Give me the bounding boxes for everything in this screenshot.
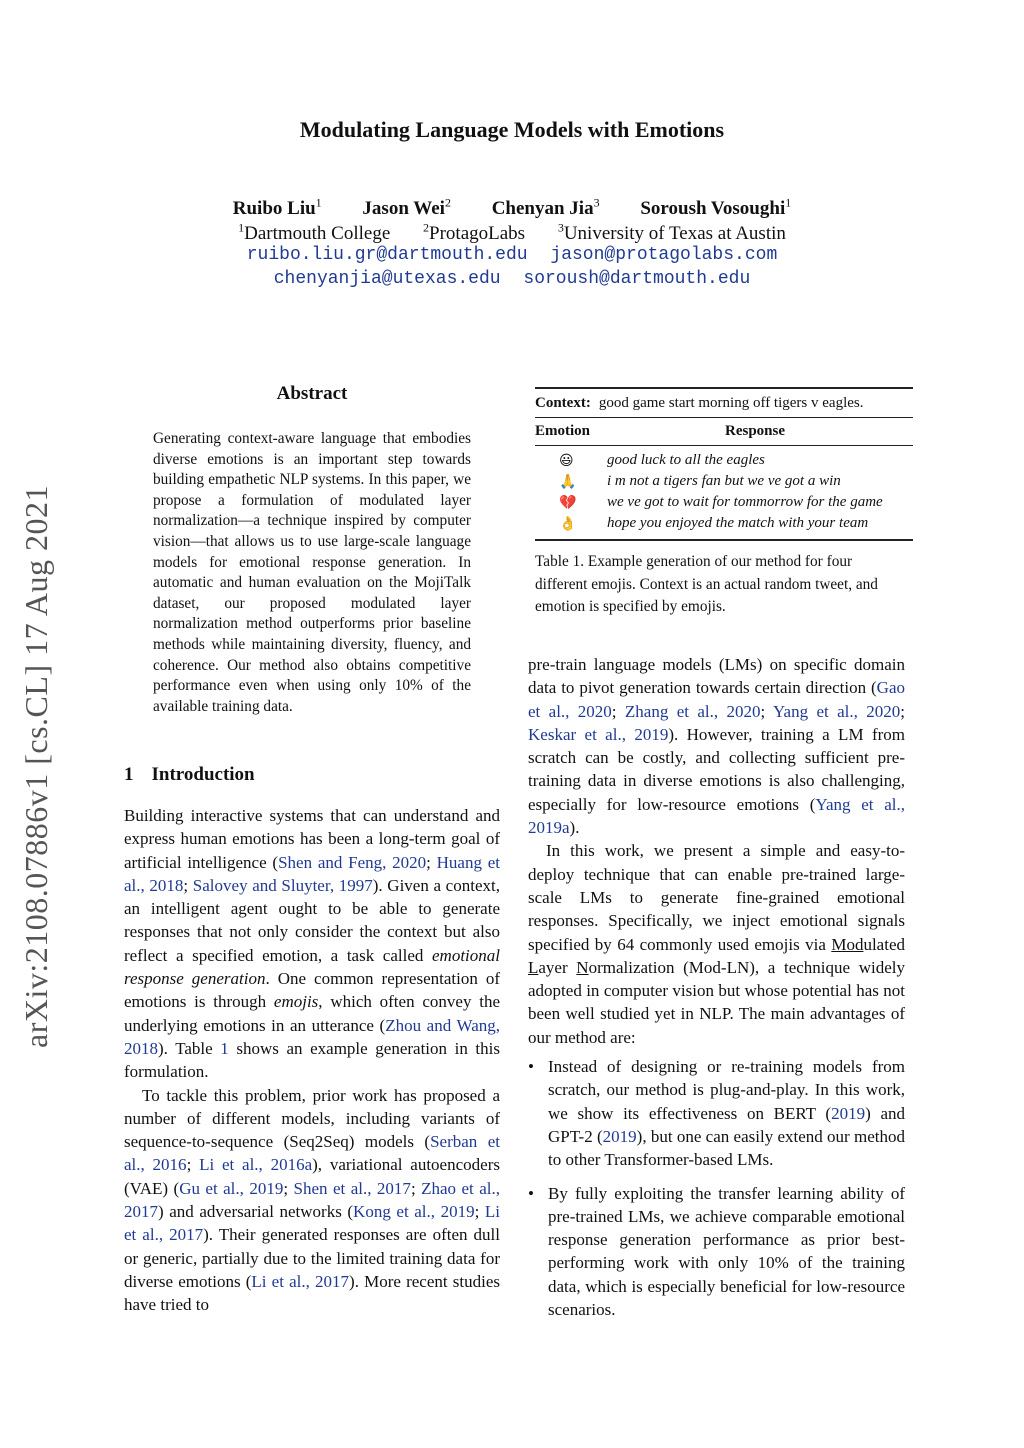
citation-link[interactable]: Kong et al., 2019 xyxy=(353,1202,475,1222)
affiliation: $^2$ProtagoLabs xyxy=(423,221,526,245)
table-row xyxy=(535,515,913,536)
broken-heart-icon: 💔 xyxy=(559,495,577,511)
citation-link[interactable]: Shen et al., 2017 xyxy=(293,1178,411,1198)
table-rule xyxy=(535,387,913,389)
citation-link[interactable]: Zhang et al., 2020 xyxy=(624,701,761,721)
response-text: we ve got to wait for tommorrow for the game xyxy=(607,494,883,510)
paragraph: To tackle this problem, prior work has proposed a number of different models, including variants of sequence-to-sequence (Seq2Seq) models (Serban et al., 2016; Li et al., 2016a), variational autoencoders (VAE) (Gu et al., 2019; Shen et al., 2017; Zhao et al., 2017) and adversarial networks (Kong et al., 2019; Li et al., 2017). Their generated responses are often dull or generic, partially due to the limited training data for diverse emotions (Li et al., 2017). More recent studies have tried to xyxy=(124,1085,500,1315)
table-header-emotion: Emotion xyxy=(535,423,591,439)
paper-title: Modulating Language Models with Emotions xyxy=(299,117,725,142)
response-text: hope you enjoyed the match with your team xyxy=(607,515,869,531)
citation-link[interactable]: Gu et al., 2019 xyxy=(179,1178,284,1198)
paragraph: Building interactive systems that can understand and express human emotions has been a long-term goal of artificial intelligence (Shen and Feng, 2020; Huang et al., 2018; Salovey and Sluyter, 1997). Given a context, an intelligent agent ought to be able to generate responses that not only consider the context but also reflect a specified emotion, a task called emotional response generation. One common representation of emotions is through emojis, which often convey the underlying emotions in an utterance (Zhou and Wang, 2018). Table 1 shows an example generation in this formulation. xyxy=(124,806,501,1082)
email-line-1 xyxy=(0,245,1024,265)
citation-link[interactable]: Li et al., 2017 xyxy=(124,1202,500,1245)
table-rule xyxy=(535,417,913,418)
citation-link[interactable]: Zhou and Wang, 2018 xyxy=(124,1015,501,1058)
author: Ruibo Liu$^1$ xyxy=(232,196,322,220)
list-item: • By fully exploiting the transfer learning ability of pre-trained LMs, we achieve comparable emotional response generation performance as prior best-performing work with only 10% of the training data, which is especially beneficial for low-resource scenarios. xyxy=(528,1183,905,1320)
citation-link[interactable]: Shen and Feng, 2020 xyxy=(278,852,427,872)
abstract-heading: Abstract xyxy=(276,383,348,404)
table-caption: Table 1. Example generation of our method for four different emojis. Context is an actual random tweet, and emotion is specified by emojis. xyxy=(535,553,878,615)
folded-hands-icon: 🙏 xyxy=(559,474,577,490)
abstract-text: Generating context-aware language that embodies diverse emotions is an important step towards building empathetic NLP systems. In this paper, we propose a formulation of modulated layer normalization—a technique inspired by computer vision—that allows us to use large-scale language models for emotional response generation. In automatic and human evaluation on the MojiTalk dataset, our proposed modulated layer normalization method outperforms prior baseline methods while maintaining diversity, fluency, and coherence. Our method also obtains competitive performance even when using only 10% of the available training data. xyxy=(153,430,471,715)
paragraph: pre-train language models (LMs) on specific domain data to pivot generation towards certain direction (Gao et al., 2020; Zhang et al., 2020; Yang et al., 2020; Keskar et al., 2019). However, training a LM from scratch can be costly, and collecting sufficient pre-training data in diverse emotions is also challenging, especially for low-resource emotions (Yang et al., 2019a). xyxy=(528,655,905,838)
table-rule xyxy=(535,445,913,446)
response-text: good luck to all the eagles xyxy=(607,452,765,468)
citation-link[interactable]: Gao et al., 2020 xyxy=(528,678,905,721)
advantages-list xyxy=(528,1055,905,1321)
citation-link[interactable]: 2019 xyxy=(831,1103,866,1123)
grinning-face-icon: 😃 xyxy=(559,453,574,469)
email-link[interactable]: ruibo.liu.gr@dartmouth.edu xyxy=(246,245,528,265)
table-ref-link[interactable]: 1 xyxy=(220,1038,229,1058)
email-link[interactable]: chenyanjia@utexas.edu xyxy=(273,269,501,289)
email-link[interactable]: soroush@dartmouth.edu xyxy=(523,269,751,289)
email-line-2 xyxy=(0,269,1024,289)
paragraph: In this work, we present a simple and easy-to-deploy technique that can enable pre-trained large-scale LMs to generate fine-grained emotional responses. Specifically, we inject emotional signals specified by 64 commonly used emojis via Modulated Layer Normalization (Mod-LN), a technique widely adopted in computer vision but whose potential has not been well studied yet in NLP. The main advantages of our method are: xyxy=(528,841,905,1047)
citation-link[interactable]: Huang et al., 2018 xyxy=(124,852,500,895)
email-link[interactable]: jason@protagolabs.com xyxy=(550,245,778,265)
affiliation: $^1$Dartmouth College xyxy=(238,221,391,245)
affiliation: $^3$University of Texas at Austin xyxy=(557,221,786,245)
citation-link[interactable]: Yang et al., 2020 xyxy=(772,701,901,721)
arxiv-stamp: arXiv:2108.07886v1 [cs.CL] 17 Aug 2021 xyxy=(18,485,54,1048)
response-text: i m not a tigers fan but we ve got a win xyxy=(607,473,841,489)
author: Jason Wei$^2$ xyxy=(362,196,451,220)
table-row xyxy=(535,452,913,473)
table-rule xyxy=(535,539,913,541)
author: Chenyan Jia$^3$ xyxy=(491,196,600,220)
citation-link[interactable]: Keskar et al., 2019 xyxy=(528,724,669,744)
citation-link[interactable]: Li et al., 2016a xyxy=(199,1155,313,1175)
citation-link[interactable]: Salovey and Sluyter, 1997 xyxy=(192,875,373,895)
intro-left-column xyxy=(124,804,500,1317)
affiliation-list xyxy=(0,221,1024,245)
citation-link[interactable]: Serban et al., 2016 xyxy=(124,1132,500,1175)
citation-link[interactable]: Li et al., 2017 xyxy=(251,1271,350,1291)
list-item: • Instead of designing or re-training models from scratch, our method is plug-and-play. In this work, we show its effectiveness on BERT (2019) and GPT-2 (2019), but one can easily extend our method to other Transformer-based LMs. xyxy=(528,1057,905,1170)
table-row xyxy=(535,473,913,494)
table-header-response: Response xyxy=(725,423,786,439)
section-heading: 1 Introduction xyxy=(124,764,255,785)
ok-hand-icon: 👌 xyxy=(559,516,577,532)
citation-link[interactable]: 2019 xyxy=(602,1126,637,1146)
table-row xyxy=(535,494,913,515)
author: Soroush Vosoughi$^1$ xyxy=(640,196,792,220)
author-list xyxy=(0,196,1024,220)
intro-right-column xyxy=(528,653,905,1321)
citation-link[interactable]: Yang et al., 2019a xyxy=(528,794,905,838)
citation-link[interactable]: Zhao et al., 2017 xyxy=(124,1178,500,1222)
table-context: Context: good game start morning off tigers v eagles. xyxy=(535,395,864,411)
